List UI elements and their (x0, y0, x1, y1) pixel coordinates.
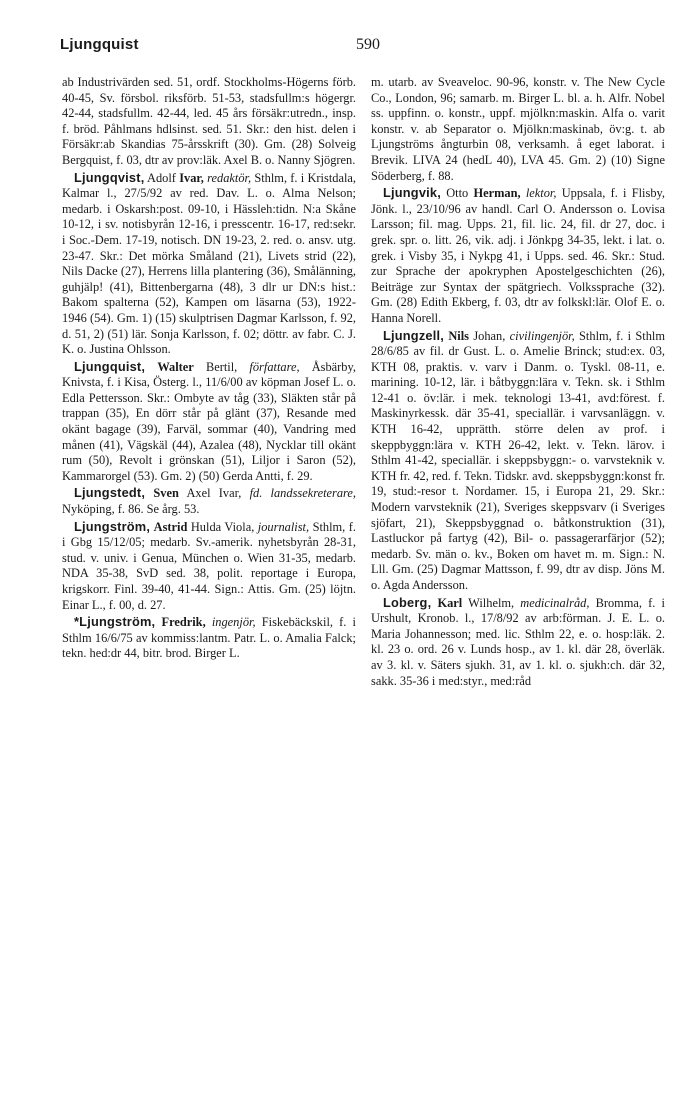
biography-entry (62, 170, 356, 358)
entry-text: Fiskebäckskil, f. i Sthlm 16/6/75 av kommiss:lantm. Patr. L. o. Amalia Falck; tekn. hed:dr 44, bitr. brod. Birger L. (62, 615, 356, 661)
entry-forename: Bertil, (193, 359, 238, 374)
running-head-name: Ljungquist (60, 36, 139, 53)
entry-occupation: redaktör, (203, 170, 252, 185)
entry-surname: Ljungqvist, (74, 169, 145, 185)
biography-entry (62, 485, 356, 517)
biography-entry (371, 185, 665, 326)
right-column (371, 75, 665, 690)
entry-text: Bromma, f. i Urshult, Kronob. l., 17/8/92 av arb:förman. J. E. L. o. Maria Johannesson; med. lic. Sthlm 22, e. o. hosp:läk. 2. kl. 23 o. ord. 26 v. Lunds hosp., av 1. kl. där 28, överläk. av 3. kl. v. Säters sjukh. 31, av 1. kl. o. sjukh:ch. där 32, sakk. 35-36 i med:styr., med:råd (371, 595, 665, 688)
biography-entry (62, 359, 356, 485)
left-column (62, 75, 356, 663)
page-number: 590 (356, 36, 380, 53)
entry-forename: Adolf (144, 170, 180, 185)
entry-text: ab Industrivärden sed. 51, ordf. Stockholms-Högerns förb. 40-45, Sv. försbol. riksförb. 51-53, stadsfullm:s högergr. 42-44, stadsfullm. 42-44, led. 45 års försäkr:utredn., insp. f. bröd. Påhlmans hdlsinst. sed. 51. Skr.: den hist. delen i Försäkr:ab Skandias 75-årsskrift (30). Gm. (28) Solveig Bergquist, f. 03, dtr av prov:läk. Axel B. o. Nanny Sjögren. (62, 75, 356, 167)
entry-given-name: Karl (437, 595, 463, 610)
entry-text: m. utarb. av Sveaveloc. 90-96, konstr. v. The New Cycle Co., London, 96; samarb. m. Birger L. bl. a. h. Alfr. Nobel ss. uppfinn. o. konstr., uppf. mjölkn:maskin. Alfa o. varit konstr. v. ab Separator o. Mjölkn:maskinab, öv:g. t. ab Ljungströms ångturbin 08, verksamh. å eget laborat. i Brevik. LIVA 24 (hedL 40), LVA 45. Gm. 2) (10) Signe Söderberg, f. 88. (371, 75, 665, 183)
entry-text: Åsbärby, Knivsta, f. i Kisa, Österg. l., 11/6/00 av köpman Josef L. o. Edla Pettersson. Skr.: Ombyte av tåg (33), Släkten står på trappan (35), En dörr står på glänt (37), Resande med okänt bagage (39), Farväl, sommar (40), Vandring med månen (41), Vägskäl (44), Azalea (48), Nycklar till okänt rum (50), Revolt i grönskan (51), Liljor i Saron (52), Kammarorgel (53). Gm. 2) (50) Gerda Antti, f. 29. (62, 359, 356, 483)
entry-given-name: Ivar, (179, 170, 204, 185)
entry-continuation (62, 75, 356, 169)
entry-occupation: författare, (237, 359, 300, 374)
entry-given-name: Fredrik, (161, 615, 206, 630)
entry-occupation: medicinalråd, (514, 595, 590, 610)
entry-given-name: Astrid (153, 519, 188, 534)
entry-forename: Otto (440, 186, 474, 201)
biography-entry (62, 519, 356, 614)
biography-entry (62, 614, 356, 662)
entry-given-name: Sven (153, 486, 179, 501)
entry-given-name: Walter (157, 359, 194, 374)
entry-occupation: fd. landssekreterare, (241, 486, 356, 501)
entry-given-name: Nils (448, 328, 469, 343)
biography-entry (371, 595, 665, 690)
entry-forename: Axel Ivar, (178, 486, 242, 501)
entry-surname: Ljungvik, (383, 185, 441, 201)
entry-occupation: journalist, (254, 519, 310, 534)
entry-forename (145, 360, 157, 374)
entry-forename: Wilhelm, (462, 595, 515, 610)
entry-text: Sthlm, f. i Kristdala, Kalmar l., 27/5/92 av red. Dav. L. o. Alma Nelson; medarb. i Oskarsh:post. 09-10, i Hässleh:tidn. N:a Skåne 10-12, i sv. notisbyrån 12-16, i presscentr. 16-17, red:sekr. i Soc.-Dem. 17-19, notisch. DN 19-23, 2. red. o. ansv. utg. 23-47. Skr.: Det mörka Småland (21), Livets strid (22), Nils Dacke (27), Herrens lilla plantering (36), Smålänning, guhjälp! (41), Bittenbergarna (48), 3 dlr ur DN:s hist.: Bakom spalterna (52), Kampen om läsarna (53), 1922-1946 (54). Gm. 1) (15) skulptrisen Dagmar Karlsson, f. 92, d. 51, 2) (51) lär. Sonja Karlsson, f. 02; döttr. av fabr. C. J. K. o. Justina Ohlsson. (62, 170, 357, 357)
entry-occupation: ingenjör, (205, 615, 256, 630)
entry-occupation: lektor, (520, 186, 557, 201)
entry-text: Sthlm, f. i Gbg 15/12/05; medarb. Sv.-amerik. nyhetsbyrån 28-31, stud. v. univ. i Genua, München o. Wien 31-35, medarb. NDA 35-38, SvD sed. 38, polit. reportage i Europa, krigskorr. Finl. 39-40, 41-44. Sign.: Attis. Gm. (25) löjtn. Einar L., f. 00, d. 27. (62, 519, 356, 612)
entry-surname: Ljungquist, (74, 358, 146, 374)
entry-surname: Ljungstedt, (74, 485, 146, 501)
entry-text: Uppsala, f. i Flisby, Jönk. l., 23/10/96 av handl. Carl O. Andersson o. Lovisa Larsson; fil. mag. Upps. 21, fil. lic. 24, fil. dr 27, doc. i grek. spr. o. litt. 26, vik. adj. i Jönkpg 34-35, lekt. i lat. o. grek. i Visby 35, i Nykpg 41, i Upps. sed. 46. Skr.: Stud. zur Sprache der apokryphen Apostelgeschichten (26), Beiträge zur Syntax der spätgriech. Volkssprache (32). Gm. (28) Edith Ekberg, f. 03, dtr av folkskl:lär. Olof E. o. Hanna Norell. (371, 186, 665, 325)
entry-forename: Johan, (469, 328, 506, 343)
entry-surname: Ljungström, (74, 518, 151, 534)
entry-text: Nyköping, f. 86. Se årg. 53. (62, 502, 200, 517)
entry-occupation: civilingenjör, (505, 328, 575, 343)
entry-forename: Hulda Viola, (187, 519, 255, 534)
running-head (60, 36, 620, 60)
entry-text: Sthlm, f. i Sthlm 28/6/85 av fil. dr Gust. L. o. Amelie Brinck; stud:ex. 03, KTH 08, praktis. v. varv i Danm. o. Tyskl. 08-11, e. marining. 10-12, lär. i båtbyggn:lära v. Tekn. sk. i Sthlm 12-41 o. öv:lär. i mek. teknologi 13-41, avd:förest. f. Maskinyrkessk. där 35-41, speciallär. i varvsanläggn. v. KTH 16-42, upprätth. större delen av prof. i skeppbyggn:lära v. KTH 26-42, lekt. v. Tekn. lärov. i Sthlm 41-42, speciallär. i skeppsbyggn:- o. varvsteknik v. KTH fr. 42, red. f. Tekn. Tidskr. avd. skeppsbyggn:konst fr. 19, stud:-resor t. Nordamer. 15, i Europa 21, 29. Skr.: Modern varvsteknik (21), Sveriges skeppsvarv (i Sveriges sjöfart, 21), Skeppsbyggnad o. båtkonstruktion (31), Lastluckor på fartyg (42), Bil- o. passagerarfärjor (52); medarb. Sv. män o. kv., Boken om havet m. m. Sign.: N. Lll. Gm. (25) Dagmar Mattsson, f. 99, dtr av disp. Jöns M. o. Agda Andersson. (371, 328, 666, 592)
entry-surname: Loberg, (383, 594, 432, 610)
entry-surname: Ljungzell, (383, 327, 445, 343)
entry-continuation (371, 75, 665, 184)
entry-given-name: Herman, (473, 186, 521, 201)
biography-entry (371, 328, 665, 594)
entry-surname: *Ljungström, (74, 614, 156, 630)
